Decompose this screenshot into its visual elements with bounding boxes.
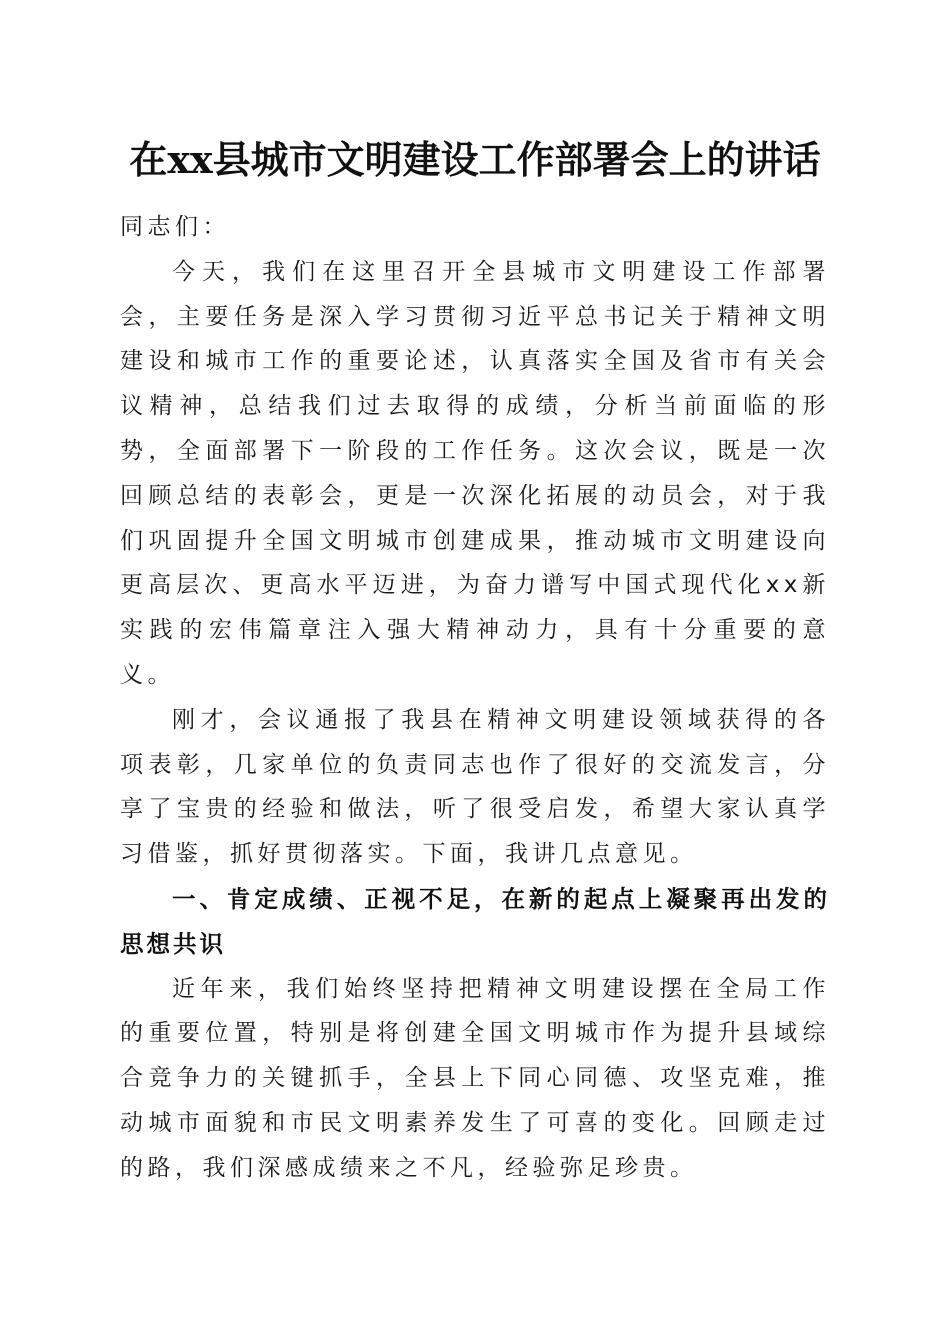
paragraph-intro: 今天，我们在这里召开全县城市文明建设工作部署会，主要任务是深入学习贯彻习近平总书记关于精神文明建设和城市工作的重要论述，认真落实全国及省市有关会议精神，总结我们过去取得的成绩，分析当前面临的形势，全面部署下一阶段的工作任务。这次会议，既是一次回顾总结的表彰会，更是一次深化拓展的动员会，对于我们巩固提升全国文明城市创建成果，推动城市文明建设向更高层次、更高水平迈进，为奋力谱写中国式现代化xx新实践的宏伟篇章注入强大精神动力，具有十分重要的意义。 xyxy=(120,258,830,688)
paragraph-opening-remarks: 刚才，会议通报了我县在精神文明建设领域获得的各项表彰，几家单位的负责同志也作了很好的交流发言，分享了宝贵的经验和做法，听了很受启发，希望大家认真学习借鉴，抓好贯彻落实。下面，我讲几点意见。 xyxy=(120,706,830,868)
section-heading: 一、肯定成绩、正视不足，在新的起点上凝聚再出发的思想共识 xyxy=(120,884,830,958)
document-body xyxy=(120,205,830,1191)
document-title: 在xx县城市文明建设工作部署会上的讲话 xyxy=(129,137,821,182)
paragraph-section-1: 近年来，我们始终坚持把精神文明建设摆在全局工作的重要位置，特别是将创建全国文明城市作为提升县域综合竞争力的关键抓手，全县上下同心同德、攻坚克难，推动城市面貌和市民文明素养发生了可喜的变化。回顾走过的路，我们深感成绩来之不凡，经验弥足珍贵。 xyxy=(120,975,830,1181)
salutation: 同志们： xyxy=(120,214,230,240)
